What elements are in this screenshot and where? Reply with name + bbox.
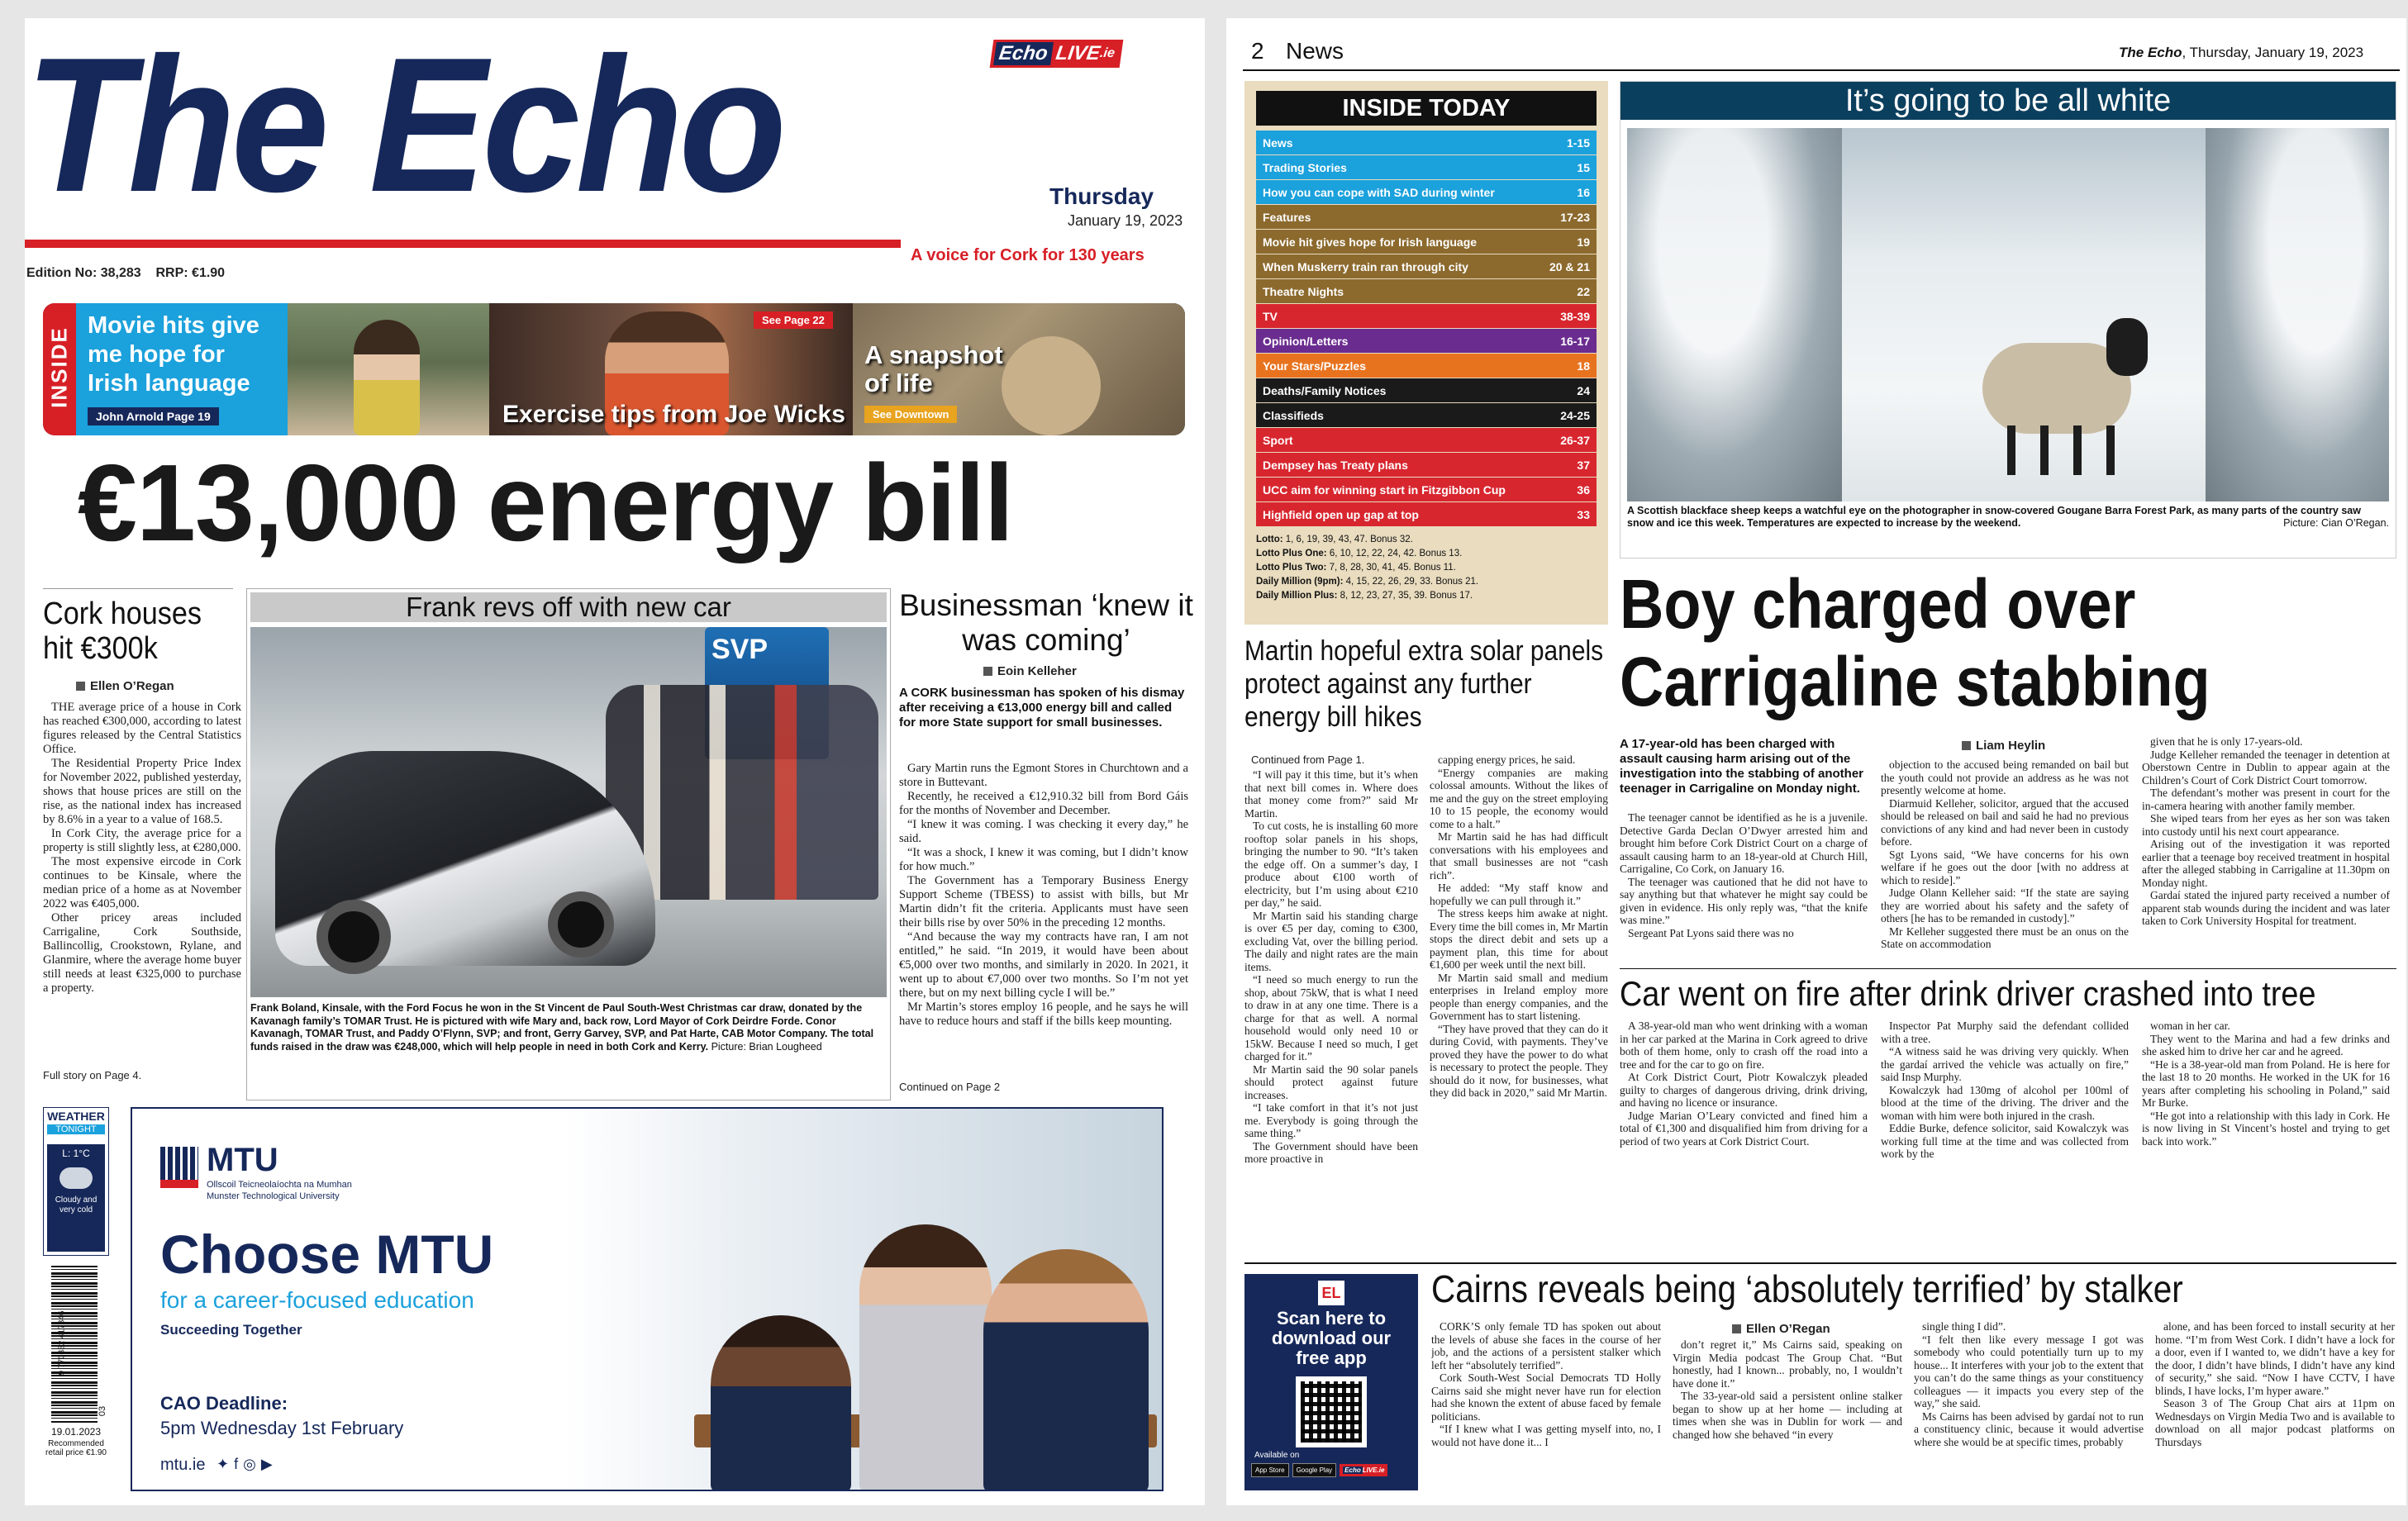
toc-label: Sport: [1263, 433, 1293, 447]
lotto-row: [1256, 533, 1597, 547]
echolive-live: LIVE: [1054, 42, 1102, 64]
paragraph: The Government has a Temporary Business Energy Support Scheme (TBESS) to assist with bills, but Mr Martin didn’t fit the criteria. Applicants must have seen their bills rise by over 50% in the preceding 12 months.: [899, 874, 1188, 929]
stabbing-byline: Liam Heylin: [1962, 739, 2045, 753]
social-icons[interactable]: [217, 1456, 278, 1473]
toc-label: Classifieds: [1263, 408, 1324, 422]
inside-label-text: INSIDE: [46, 326, 72, 408]
toc-page: 17-23: [1560, 210, 1590, 224]
cairns-rule: [1244, 1262, 2396, 1264]
paragraph: Mr Kelleher suggested there must be an onus on the State on accommodation: [1881, 924, 2129, 950]
barcode-date: 19.01.2023: [50, 1426, 102, 1438]
car-col-3: [2142, 1020, 2390, 1249]
paragraph: “He got into a relationship with this lady in Cork. He is now living in St Vincent’s hostel and trying to get back into work.”: [2142, 1109, 2390, 1148]
solar-col-2: [1430, 753, 1608, 1264]
cairns-col-1: [1431, 1320, 1661, 1492]
toc-label: News: [1263, 135, 1293, 150]
girl-figure: [354, 320, 420, 435]
lotto-label: Daily Million Plus:: [1256, 591, 1340, 601]
paragraph: “I need so much energy to run the shop, about 75kW, that is what I need to draw in at any one time. There is a charge for that as well. A normal household would only need 10 or 15kW. Because I need so much, I get charged for it.”: [1244, 973, 1418, 1062]
paragraph: The teenager cannot be identified as he is a juvenile. Detective Garda Declan O’Dwyer arrested him and brought him before Cork District Court on a charge of assault causing harm to an 18-year-old at Church Hill, Carrigaline, Co Cork, on January 16.: [1620, 811, 1868, 875]
paragraph: Mr Martin’s stores employ 16 people, and he says he will have to reduce hours and staff if the bills keep mounting.: [899, 1001, 1188, 1028]
paragraph: Inspector Pat Murphy said the defendant collided with a tree.: [1881, 1020, 2129, 1045]
snow-photo: [1627, 128, 2389, 501]
sheep-head: [2106, 318, 2148, 376]
front-page: [25, 18, 1205, 1505]
paragraph: Sergeant Pat Lyons said there was no: [1628, 926, 1794, 939]
barcode-number: 9 770332 417846: [57, 1310, 67, 1376]
photo-caption: [250, 1002, 888, 1053]
left-story-more[interactable]: Full story on Page 4.: [43, 1069, 142, 1081]
edition-number: [26, 266, 225, 281]
inside-item-2-title: Exercise tips from Joe Wicks: [502, 401, 845, 428]
instagram-icon[interactable]: ◎: [243, 1456, 261, 1472]
main-headline: €13,000 energy bill: [78, 442, 1013, 563]
paragraph: Judge Kelleher remanded the teenager in detention at Oberstown Centre in Dublin to appear again at the Children’s Court of Cork District Court tomorrow.: [2142, 748, 2390, 787]
toc-page: 16: [1577, 185, 1590, 199]
paragraph: Gary Martin runs the Egmont Stores in Churchtown and a store in Buttevant.: [899, 762, 1188, 789]
mtu-irish: Ollscoil Teicneolaíochta na Mumhan: [207, 1180, 352, 1190]
car-col-1: [1620, 1020, 1868, 1249]
paragraph: Season 3 of The Group Chat airs at 11pm on Wednesdays on Virgin Media Two and is available to download on all major podcast platforms on Thursdays: [2155, 1397, 2395, 1448]
lotto-row: [1256, 561, 1597, 575]
student-3: [983, 1249, 1149, 1491]
left-story-body: [43, 701, 241, 1064]
mtu-logo-icon: [160, 1147, 198, 1188]
app-promo[interactable]: [1244, 1274, 1418, 1490]
paragraph: He added: “My staff know and hopefully we can pull through it.”: [1430, 882, 1608, 907]
paragraph: They went to the Marina and had a few drinks and she asked him to drive her car and he agreed.: [2142, 1032, 2390, 1058]
right-story-headline: Businessman ‘knew it was coming’: [899, 588, 1193, 657]
lotto-row: [1256, 547, 1597, 561]
paragraph: objection to the accused being remanded on bail but the youth could not provide an address as he was not presently welcome at home.: [1881, 758, 2129, 796]
mtu-advert[interactable]: [131, 1107, 1164, 1491]
toc-label: TV: [1263, 309, 1278, 323]
app-logo: EL: [1318, 1281, 1344, 1305]
toc-label: Opinion/Letters: [1263, 334, 1349, 348]
right-story-lead: A CORK businessman has spoken of his dismay after receiving a €13,000 energy bill and called for more State support for small businesses.: [899, 686, 1185, 730]
banner-sign-text: SVP: [711, 634, 769, 665]
lotto-value: 6, 10, 12, 22, 24, 42. Bonus 13.: [1329, 549, 1463, 558]
toc-row[interactable]: [1256, 180, 1597, 204]
tree-right: [2206, 128, 2389, 501]
stabbing-headline: Boy charged over Carrigaline stabbing: [1620, 565, 2211, 720]
paragraph: “If I knew what I was getting myself into, no, I would not have done it... I: [1431, 1423, 1661, 1448]
qr-pattern: [1301, 1381, 1362, 1443]
paragraph: The Government should have been more proactive in: [1244, 1139, 1418, 1165]
paragraph: Other pricey areas included Carrigaline, Cork Southside, Ballincollig, Crookstown, Rylane, and Glanmire, where the average home buyer still needs at least €325,000 to purchase a property.: [43, 911, 241, 995]
car-col-2: [1881, 1020, 2129, 1249]
photo-story-box: [246, 588, 891, 1100]
paragraph: Mr Martin said small and medium enterprises in Ireland employ more people than energy companies, and the Government has to start listening.: [1430, 971, 1608, 1022]
cairns-col-2: [1673, 1338, 1902, 1492]
toc-label: Theatre Nights: [1263, 284, 1344, 298]
inside-item-1-photo: [288, 303, 489, 435]
cairns-byline: Ellen O’Regan: [1732, 1322, 1830, 1336]
boy-face: [1002, 336, 1101, 435]
toc-row[interactable]: [1256, 478, 1597, 501]
lotto-value: 1, 6, 19, 39, 43, 47. Bonus 32.: [1285, 535, 1413, 544]
mtu-english: Munster Technological University: [207, 1191, 340, 1201]
page-two: [1226, 18, 2406, 1505]
paragraph: Mr Martin said the 90 solar panels should protect against future increases.: [1244, 1062, 1418, 1101]
echolive-badge-b: LIVE.ie: [1362, 1466, 1385, 1474]
inside-item-2-ref: See Page 22: [754, 311, 833, 329]
toc-page: 20 & 21: [1549, 259, 1590, 273]
mtu-headline: Choose MTU: [160, 1224, 494, 1285]
paragraph: The Residential Property Price Index for November 2022, published yesterday, shows that house prices are still on the rise, as the national index has increased by 8.6% in a year to a value of 168.5.: [43, 757, 241, 826]
lotto-value: 7, 8, 28, 30, 41, 45. Bonus 11.: [1329, 563, 1456, 573]
lotto-label: Lotto Plus Two:: [1256, 563, 1330, 573]
paragraph: In Cork City, the average price for a property is still slightly less, at €280,000.: [43, 827, 241, 854]
paragraph: “I take comfort in that it’s not just me. Everybody is going through the same thing.”: [1244, 1101, 1418, 1139]
solar-continued: Continued from Page 1.: [1251, 753, 1365, 766]
paragraph: At Cork District Court, Piotr Kowalczyk pleaded guilty to charges of dangerous driving, drink driving, and having no licence or insurance.: [1620, 1071, 1868, 1109]
paragraph: “A witness said he was driving very quickly. When the gardaí arrived the vehicle was actually on fire,” said Insp Murphy.: [1881, 1045, 2129, 1083]
masthead-tagline: A voice for Cork for 130 years: [911, 246, 1145, 264]
masthead-day: Thursday: [1049, 183, 1154, 209]
lotto-value: 4, 15, 22, 26, 29, 33. Bonus 21.: [1345, 577, 1479, 587]
mtu-tag: Succeeding Together: [160, 1322, 302, 1338]
weather-title: WEATHER: [47, 1110, 105, 1123]
masthead-date: January 19, 2023: [1068, 212, 1183, 229]
header-date: The Echo, Thursday, January 19, 2023: [2119, 45, 2364, 60]
rrp-label: RRP: €1.90: [155, 266, 226, 280]
toc-page: 26-37: [1560, 433, 1590, 447]
cairns-col-4: [2155, 1320, 2395, 1492]
paragraph: “I knew it was coming. I was checking it every day,” he said.: [899, 818, 1188, 845]
weather-panel: [47, 1144, 105, 1252]
lotto-value: 8, 12, 23, 27, 35, 39. Bonus 17.: [1340, 591, 1473, 601]
paragraph: “I will pay it this time, but it’s when that next bill comes in. Where does that money come from?” said Mr Martin.: [1244, 768, 1418, 820]
lotto-results: [1256, 533, 1597, 603]
toc-page: 18: [1577, 359, 1590, 373]
toc-row[interactable]: [1256, 155, 1597, 179]
toc-label: Dempsey has Treaty plans: [1263, 458, 1408, 472]
stabbing-col-3: [2142, 735, 2390, 960]
toc-page: 37: [1577, 458, 1590, 472]
toc-label: How you can cope with SAD during winter: [1263, 185, 1495, 199]
toc-row[interactable]: [1256, 378, 1597, 402]
student-1: [711, 1315, 851, 1491]
mtu-brand: MTU: [207, 1142, 278, 1178]
inside-today-list: [1256, 131, 1597, 526]
barcode-box: [43, 1266, 109, 1493]
weather-box: [43, 1107, 109, 1256]
paragraph: “I felt then like every message I got was somebody who could potentially turn up to my house... It interferes with your job to the extent that you can’t do the same things as your constituency colleagues — it impacts you every step of the way,” she said.: [1914, 1333, 2144, 1409]
inside-item-3-ref: See Downtown: [864, 406, 957, 423]
paragraph: To cut costs, he is installing 60 more rooftop solar panels in his shops, bringing the number to 90. “It’s taken the edge off. On a summer’s day, I produce about €100 worth of electricity, but I’m using about €210 per day,” he said.: [1244, 820, 1418, 909]
cairns-col-3: [1914, 1320, 2144, 1492]
lotto-label: Lotto:: [1256, 535, 1286, 544]
snow-caption-text: A Scottish blackface sheep keeps a watchful eye on the photographer in snow-covered Gougane Barra Forest Park, as many parts of the country saw snow and ice this week. Temperatures are expected to increase by the weekend.: [1627, 505, 2361, 529]
toc-page: 19: [1577, 235, 1590, 249]
stabbing-lead: A 17-year-old has been charged with assault causing harm arising out of the investigation into the stabbing of another teenager in Carrigaline on Monday night.: [1620, 737, 1863, 796]
twitter-icon[interactable]: ✦: [217, 1456, 235, 1472]
header-paper: The Echo: [2119, 45, 2182, 60]
paragraph: don’t regret it,” Ms Cairns said, speaking on Virgin Media podcast The Group Chat. “But honestly, had I known... probably, no, I wouldn’t have done it.”: [1673, 1338, 1902, 1390]
mtu-sub: for a career-focused education: [160, 1287, 474, 1313]
paragraph: “And because the way my contracts have ran, I am not entitled,” he said. “In 2019, it would have been about €5,000 over two months, and similarly in 2020. In 2021, it went up to about €7,000 over two months. So I’m not yet there, but on my next billing cycle I will be.”: [899, 930, 1188, 1000]
toc-page: 22: [1577, 284, 1590, 298]
car-headline: Car went on fire after drink driver crashed into tree: [1620, 974, 2316, 1013]
edition-label: Edition No: 38,283: [26, 266, 141, 280]
toc-row[interactable]: [1256, 453, 1597, 477]
paragraph: “They have proved that they can do it during Covid, with payments. They’ve proved they have the power to do what is necessary to protect the people. They should do it now, for businesses, what they did back in 2020,” said Mr Martin.: [1430, 1022, 1608, 1099]
weather-temp: L: 1°C: [62, 1148, 90, 1159]
paragraph: She wiped tears from her eyes as her son was taken into custody until his next court appearance.: [2142, 812, 2390, 838]
masthead-rule: [25, 240, 901, 248]
toc-page: 24: [1577, 383, 1590, 397]
car-story-rule: [1620, 968, 2396, 969]
toc-label: Features: [1263, 210, 1311, 224]
header-date-text: Thursday, January 19, 2023: [2189, 45, 2364, 60]
solar-headline: Martin hopeful extra solar panels protect against any further energy bill hikes: [1244, 635, 1604, 733]
toc-row[interactable]: [1256, 329, 1597, 353]
paragraph: Cork South-West Social Democrats TD Holly Cairns said she might never have run for election had she known the extent of abuse faced by female politicians.: [1431, 1371, 1661, 1423]
right-story-more[interactable]: Continued on Page 2: [899, 1081, 1001, 1093]
barcode-issue: 03: [98, 1405, 108, 1417]
paragraph: Ms Cairns has been advised by gardaí not to run a constituency clinic, because it would advertise where she would be at specific times, probably: [1914, 1409, 2144, 1448]
paragraph: Gardaí stated the injured party received a number of apparent stab wounds during the incident and was later taken to Cork University Hospital for treatment.: [2142, 889, 2390, 927]
paragraph: Mr Martin said he has had difficult conversations with his employees and that small businesses are not “cash rich”.: [1430, 830, 1608, 882]
paragraph: given that he is only 17-years-old.: [2150, 735, 2303, 748]
lotto-label: Daily Million (9pm):: [1256, 577, 1346, 587]
paragraph: Judge Marian O’Leary convicted and fined him a total of €1,300 and disqualified him from driving for a period of two years at Cork District Court.: [1620, 1109, 1868, 1148]
app-stores: [1244, 1460, 1418, 1481]
page-number: 2: [1251, 38, 1264, 64]
snow-photo-story: [1620, 81, 2396, 558]
paragraph: “It was a shock, I knew it was coming, but I didn’t know for how much.”: [899, 846, 1188, 873]
inside-item-1-ref: John Arnold Page 19: [88, 407, 219, 425]
toc-page: 33: [1577, 507, 1590, 521]
paragraph: Sgt Lyons said, “We have concerns for his own welfare if he goes out the door [with no address at which to reside].”: [1881, 848, 2129, 886]
toc-page: 15: [1577, 160, 1590, 174]
toc-label: When Muskerry train ran through city: [1263, 259, 1468, 273]
google-play-badge[interactable]: Google Play: [1292, 1463, 1337, 1477]
right-story-byline: Eoin Kelleher: [983, 664, 1077, 678]
qr-code[interactable]: [1296, 1376, 1367, 1447]
cao-label: CAO Deadline:: [160, 1393, 288, 1414]
paragraph: Diarmuid Kelleher, solicitor, argued that the accused should be released on bail and said he had no previous convictions of any kind and had never been in custody before.: [1881, 796, 2129, 848]
paragraph: The 33-year-old said a persistent online stalker began to show up at her home — including at times when she was in Dublin for work — and changed how she behaved “in every: [1673, 1390, 1902, 1441]
lotto-row: [1256, 575, 1597, 589]
lotto-row: [1256, 589, 1597, 603]
app-available: Available on: [1254, 1451, 1300, 1460]
stabbing-col-2: [1881, 758, 2129, 960]
paragraph: capping energy prices, he said.: [1438, 753, 1576, 766]
tree-left: [1627, 128, 1842, 501]
inside-item-2[interactable]: [489, 303, 853, 435]
toc-page: 24-25: [1560, 408, 1590, 422]
toc-label: UCC aim for winning start in Fitzgibbon Cup: [1263, 482, 1506, 497]
toc-label: Deaths/Family Notices: [1263, 383, 1387, 397]
right-story-body: [899, 762, 1188, 1076]
paragraph: “He is a 38-year-old man from Poland. He is here for the last 18 to 20 months. He worked in the UK for 16 years after completing his schooling in Poland,” said Mr Burke.: [2142, 1058, 2390, 1109]
photo-caption-text: Frank Boland, Kinsale, with the Ford Focus he won in the St Vincent de Paul South-West Christmas car draw, donated by the Kavanagh family’s TOMAR Trust. He is pictured with wife Mary and, back row, Lord Mayor of Cork Deirdre Forde. Conor Kavanagh, TOMAR Trust, and Paddy O’Flynn, SVP; and front, Gerry Garvey, SVP, and Pat Harte, CAB Motor Company. The total funds raised in the draw was €248,000, which will help people in need in both Cork and Kerry.: [250, 1002, 874, 1053]
left-story-headline: Cork houses hit €300k: [43, 597, 202, 666]
inside-today-title: INSIDE TODAY: [1256, 91, 1597, 126]
cairns-headline: Cairns reveals being ‘absolutely terrified’ by stalker: [1431, 1267, 2183, 1310]
weather-desc: Cloudy and very cold: [55, 1195, 98, 1214]
paragraph: Judge Olann Kelleher said: “If the state are saying they are worried about his safety and the safety of others [he has to be remanded in custody].”: [1881, 886, 2129, 924]
cloud-icon: [59, 1167, 93, 1189]
paragraph: alone, and has been forced to install security at her home. “I’m from West Cork. I didn’t have a lock for a door, even if I wanted to, we didn’t have a key for the door, I didn’t have blinds, I didn’t have any kind of security,” she said. “Now I have CCTV, I have blinds, I have locks, I’m hyper aware.”: [2155, 1320, 2395, 1397]
paragraph: Eddie Burke, defence solicitor, said Kowalczyk was working full time at the time and was collected from work by the: [1881, 1122, 2129, 1160]
barcode-note: Recommended retail price €1.90: [45, 1439, 107, 1457]
sheep-legs: [2007, 425, 2115, 475]
left-story-rule: [43, 588, 233, 589]
inside-item-3-title: A snapshot of life: [864, 340, 1003, 397]
paragraph: The most expensive eircode in Cork continues to be Kinsale, where the median price of a home as at November 2022 was €405,000.: [43, 855, 241, 910]
header-rule: [1243, 69, 2400, 71]
echolive-badge-a: Echo: [1344, 1466, 1361, 1474]
facebook-icon[interactable]: f: [234, 1456, 244, 1472]
toc-page: 36: [1577, 482, 1590, 497]
toc-page: 38-39: [1560, 309, 1590, 323]
paragraph: Mr Martin said his standing charge is over €5 per day, coming to €300, excluding Vat, over the billing period. The daily and night rates are the main items.: [1244, 909, 1418, 973]
snow-caption-credit: Picture: Cian O’Regan.: [2283, 517, 2389, 529]
toc-row[interactable]: [1256, 131, 1597, 154]
toc-row[interactable]: [1256, 502, 1597, 526]
toc-row[interactable]: [1256, 428, 1597, 452]
toc-page: 16-17: [1560, 334, 1590, 348]
paragraph: The defendant’s mother was present in court for the in-camera hearing with another family member.: [2142, 787, 2390, 812]
inside-today-box: [1244, 81, 1608, 625]
car-photo: [250, 627, 887, 997]
toc-row[interactable]: [1256, 230, 1597, 254]
echolive-ie: .ie: [1098, 46, 1116, 60]
echolive-echo: Echo: [993, 42, 1054, 65]
masthead-title: The Echo: [25, 18, 783, 232]
toc-page: 1-15: [1566, 135, 1590, 150]
stabbing-col-1: [1620, 811, 1868, 960]
paragraph: THE average price of a house in Cork has reached €300,000, according to latest figures released by the Central Statistics Office.: [43, 701, 241, 756]
photo-story-headline: Frank revs off with new car: [250, 592, 887, 622]
toc-row[interactable]: [1256, 205, 1597, 229]
student-2: [859, 1224, 992, 1491]
inside-item-3[interactable]: [853, 303, 1185, 435]
paragraph: A 38-year-old man who went drinking with a woman in her car parked at the Marina in Cork agreed to drive both of them home, only to crash off the road into a tree and for the car to go on fire.: [1620, 1020, 1868, 1071]
mtu-url[interactable]: mtu.ie: [160, 1456, 206, 1474]
youtube-icon[interactable]: ▶: [260, 1456, 278, 1472]
inside-label: [43, 303, 76, 435]
app-text: Scan here to download our free app: [1271, 1308, 1392, 1368]
left-story-byline: Ellen O’Regan: [76, 679, 174, 693]
paragraph: Recently, he received a €12,910.32 bill from Bord Gáis for the months of November and December.: [899, 790, 1188, 817]
toc-row[interactable]: [1256, 304, 1597, 328]
paragraph: Arising out of the investigation it was reported earlier that a teenage boy received treatment in hospital after the alleged stabbing in Carrigaline at 11.30pm on Monday night.: [2142, 838, 2390, 889]
inside-item-1[interactable]: [76, 303, 489, 435]
paragraph: The stress keeps him awake at night. Every time the bill comes in, Mr Martin stops the direct debit and sets up a payment plan, this time for about €1,600 per week until the next bill.: [1430, 907, 1608, 971]
paragraph: Kowalczyk had 130mg of alcohol per 100ml of blood at the time of the driving. The driver and the woman with him were both injured in the crash.: [1881, 1083, 2129, 1122]
snow-photo-headline: It’s going to be all white: [1620, 82, 2396, 120]
paragraph: single thing I did”.: [1922, 1320, 2006, 1333]
solar-col-1: [1244, 768, 1418, 1264]
echolive-logo[interactable]: [990, 40, 1124, 68]
toc-label: Highfield open up gap at top: [1263, 507, 1419, 521]
toc-row[interactable]: [1256, 403, 1597, 427]
app-store-badge[interactable]: App Store: [1251, 1463, 1289, 1477]
echolive-badge: [1340, 1464, 1387, 1476]
paragraph: The teenager was cautioned that he did not have to say anything but that whatever he might say could be given in evidence. His only reply was, “that the knife was mine.”: [1620, 875, 1868, 926]
inside-banner: [43, 303, 1185, 435]
toc-row[interactable]: [1256, 254, 1597, 278]
lotto-label: Lotto Plus One:: [1256, 549, 1330, 558]
toc-label: Movie hit gives hope for Irish language: [1263, 235, 1478, 249]
inside-item-1-title: Movie hits give me hope for Irish language: [88, 312, 259, 397]
cao-date: 5pm Wednesday 1st February: [160, 1418, 404, 1438]
snow-photo-caption: [1627, 505, 2389, 530]
car-wheel-rear: [548, 891, 614, 958]
photo-caption-credit: Picture: Brian Lougheed: [711, 1040, 822, 1053]
toc-row[interactable]: [1256, 279, 1597, 303]
section-name: News: [1286, 38, 1344, 64]
paragraph: CORK’S only female TD has spoken out about the levels of abuse she faces in the course of her job, and the actions of a persistent stalker which left her “absolutely terrified”.: [1431, 1320, 1661, 1371]
toc-row[interactable]: [1256, 354, 1597, 378]
car-wheel-front: [316, 900, 391, 974]
paragraph: woman in her car.: [2150, 1020, 2230, 1032]
paragraph: “Energy companies are making colossal amounts. Without the likes of me and the guy on the street employing 10 to 15 people, the economy would come to a halt.”: [1430, 766, 1608, 830]
toc-label: Trading Stories: [1263, 160, 1347, 174]
toc-label: Your Stars/Puzzles: [1263, 359, 1367, 373]
weather-sub: TONIGHT: [47, 1124, 105, 1134]
